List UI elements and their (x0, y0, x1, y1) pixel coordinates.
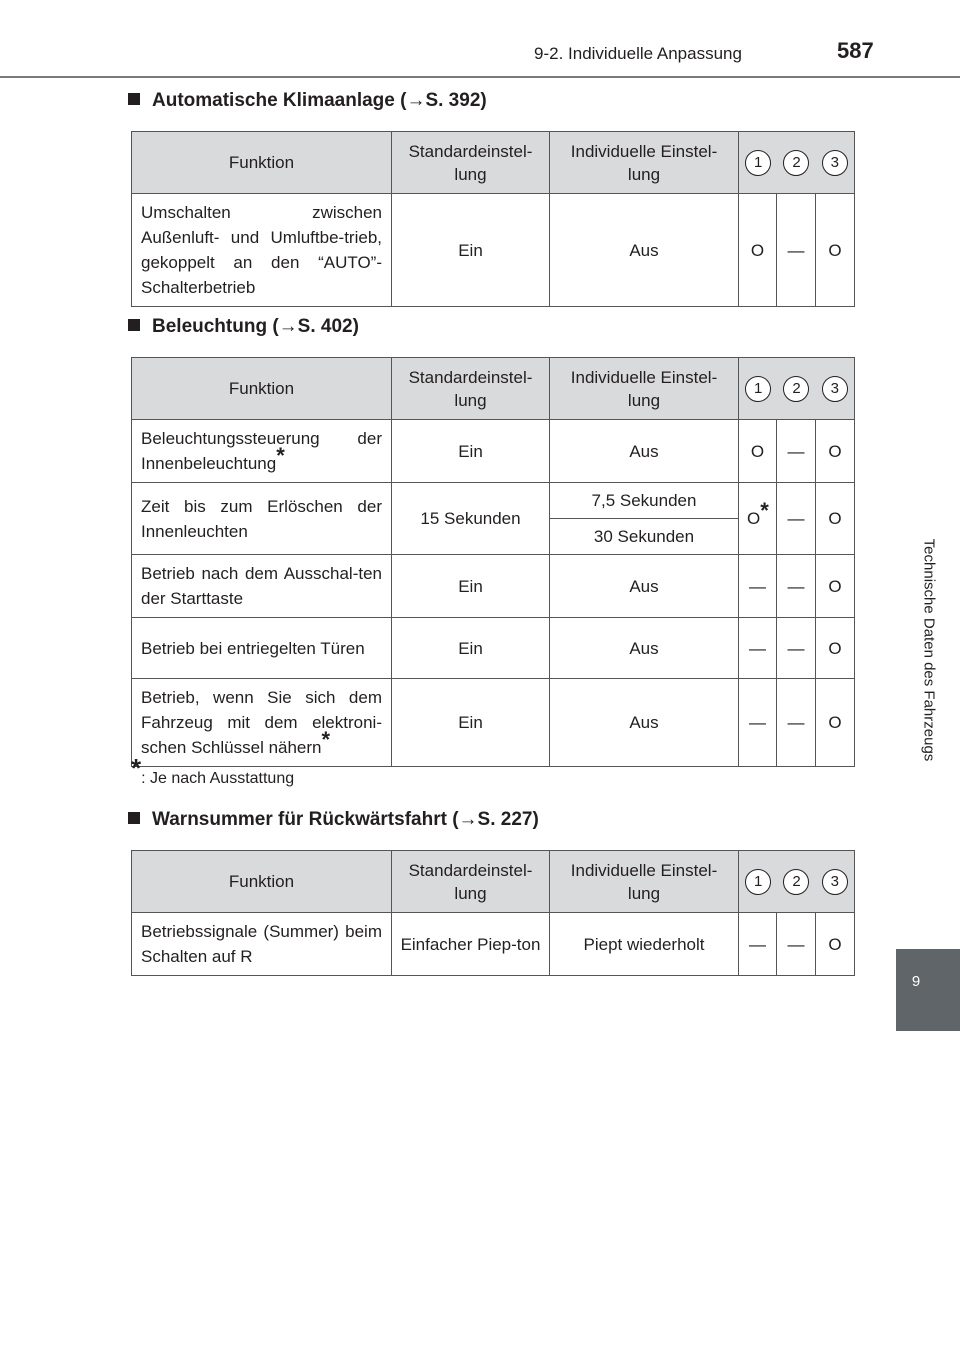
table-header-row (132, 132, 855, 194)
cell-method-2: — (777, 420, 816, 483)
cell-function: Betrieb bei entriegelten Türen (132, 618, 392, 679)
cell-method-2: — (777, 618, 816, 679)
header-rule (0, 76, 960, 78)
table-row (132, 483, 855, 519)
table-row (132, 420, 855, 483)
section-title-climate (128, 90, 487, 112)
asterisk-mark: * (276, 443, 285, 468)
cell-custom-option-2: 30 Sekunden (550, 519, 739, 555)
table-row (132, 618, 855, 679)
method-2-icon: 2 (783, 869, 809, 895)
cell-function: Zeit bis zum Erlöschen der Innenleuchten (132, 483, 392, 555)
page-reference: S. 227) (477, 809, 539, 830)
table-header-row (132, 851, 855, 913)
table-row (132, 913, 855, 976)
asterisk-mark: * (760, 498, 769, 523)
chapter-title: Technische Daten des Fahrzeugs (920, 538, 938, 762)
cell-method-1: — (739, 913, 777, 976)
cell-method-1: O (739, 420, 777, 483)
cell-method-1 (739, 483, 777, 555)
col-header-methods (739, 358, 855, 420)
col-header-function: Funktion (132, 851, 392, 913)
asterisk-mark: * (321, 727, 331, 752)
cell-default: Ein (392, 618, 550, 679)
table-header-row (132, 358, 855, 420)
cell-method-3: O (816, 913, 855, 976)
cell-method-3: O (816, 618, 855, 679)
bullet-square-icon (128, 93, 140, 105)
cell-custom: Aus (550, 420, 739, 483)
section-title-reverse-buzzer (128, 809, 539, 831)
cell-method-1-text: O (747, 509, 761, 528)
col-header-methods (739, 132, 855, 194)
cell-function: Umschalten zwischen Außenluft- und Umluftbe-trieb, gekoppelt an den “AUTO”-Schalterbetrieb (132, 194, 392, 307)
cell-custom: Aus (550, 618, 739, 679)
footnote (131, 753, 295, 788)
arrow-icon: → (458, 809, 478, 830)
cell-method-3: O (816, 679, 855, 767)
cell-method-2: — (777, 913, 816, 976)
method-3-icon: 3 (822, 150, 848, 176)
footnote-asterisk: * (131, 753, 142, 783)
cell-default: Ein (392, 194, 550, 307)
method-3-icon: 3 (822, 869, 848, 895)
method-1-icon: 1 (745, 150, 771, 176)
cell-method-3: O (816, 555, 855, 618)
arrow-icon: → (278, 316, 298, 337)
cell-function: Betrieb nach dem Ausschal-ten der Starttaste (132, 555, 392, 618)
cell-function-text: Betrieb, wenn Sie sich dem Fahrzeug mit dem elektroni-schen Schlüssel nähern (141, 688, 382, 757)
col-header-default: Standardeinstel-lung (392, 132, 550, 194)
col-header-custom: Individuelle Einstel-lung (550, 358, 739, 420)
col-header-custom: Individuelle Einstel-lung (550, 851, 739, 913)
method-1-icon: 1 (745, 869, 771, 895)
chapter-number: 9 (911, 973, 921, 990)
cell-method-2: — (777, 679, 816, 767)
footnote-text: : Je nach Ausstattung (141, 770, 295, 787)
cell-custom: Piept wiederholt (550, 913, 739, 976)
cell-method-2: — (777, 555, 816, 618)
cell-custom-option-1: 7,5 Sekunden (550, 483, 739, 519)
page-reference: S. 402) (297, 316, 359, 337)
cell-default: Ein (392, 679, 550, 767)
cell-method-1: — (739, 679, 777, 767)
col-header-function: Funktion (132, 358, 392, 420)
col-header-custom: Individuelle Einstel-lung (550, 132, 739, 194)
cell-function-text: Beleuchtungssteuerung der Innenbeleuchtung (141, 429, 382, 473)
cell-method-2: — (777, 194, 816, 307)
cell-method-2: — (777, 483, 816, 555)
cell-function: Betriebssignale (Summer) beim Schalten auf R (132, 913, 392, 976)
cell-method-3: O (816, 483, 855, 555)
table-row (132, 679, 855, 767)
cell-default: Einfacher Piep-ton (392, 913, 550, 976)
table-row (132, 194, 855, 307)
col-header-default: Standardeinstel-lung (392, 851, 550, 913)
cell-method-1: — (739, 618, 777, 679)
col-header-function: Funktion (132, 132, 392, 194)
cell-method-1: O (739, 194, 777, 307)
table-climate (131, 131, 855, 307)
cell-method-1: — (739, 555, 777, 618)
method-3-icon: 3 (822, 376, 848, 402)
section-title-text: Warnsummer für Rückwärtsfahrt ( (152, 809, 459, 830)
bullet-square-icon (128, 319, 140, 331)
section-title-lighting (128, 316, 359, 338)
bullet-square-icon (128, 812, 140, 824)
cell-custom: Aus (550, 679, 739, 767)
cell-custom: Aus (550, 194, 739, 307)
cell-default: 15 Sekunden (392, 483, 550, 555)
cell-default: Ein (392, 555, 550, 618)
arrow-icon: → (406, 90, 426, 111)
section-title-text: Beleuchtung ( (152, 316, 279, 337)
col-header-methods (739, 851, 855, 913)
page-reference: S. 392) (425, 90, 487, 111)
cell-custom: Aus (550, 555, 739, 618)
table-lighting (131, 357, 855, 767)
cell-method-3: O (816, 194, 855, 307)
method-1-icon: 1 (745, 376, 771, 402)
section-title-text: Automatische Klimaanlage ( (152, 90, 407, 111)
section-header: 9-2. Individuelle Anpassung (534, 44, 742, 63)
col-header-default: Standardeinstel-lung (392, 358, 550, 420)
table-row (132, 555, 855, 618)
cell-function (132, 679, 392, 767)
method-2-icon: 2 (783, 376, 809, 402)
method-2-icon: 2 (783, 150, 809, 176)
chapter-number-tab (896, 949, 960, 1031)
cell-default: Ein (392, 420, 550, 483)
cell-method-3: O (816, 420, 855, 483)
cell-function (132, 420, 392, 483)
page-number: 587 (837, 38, 874, 63)
table-reverse-buzzer (131, 850, 855, 976)
